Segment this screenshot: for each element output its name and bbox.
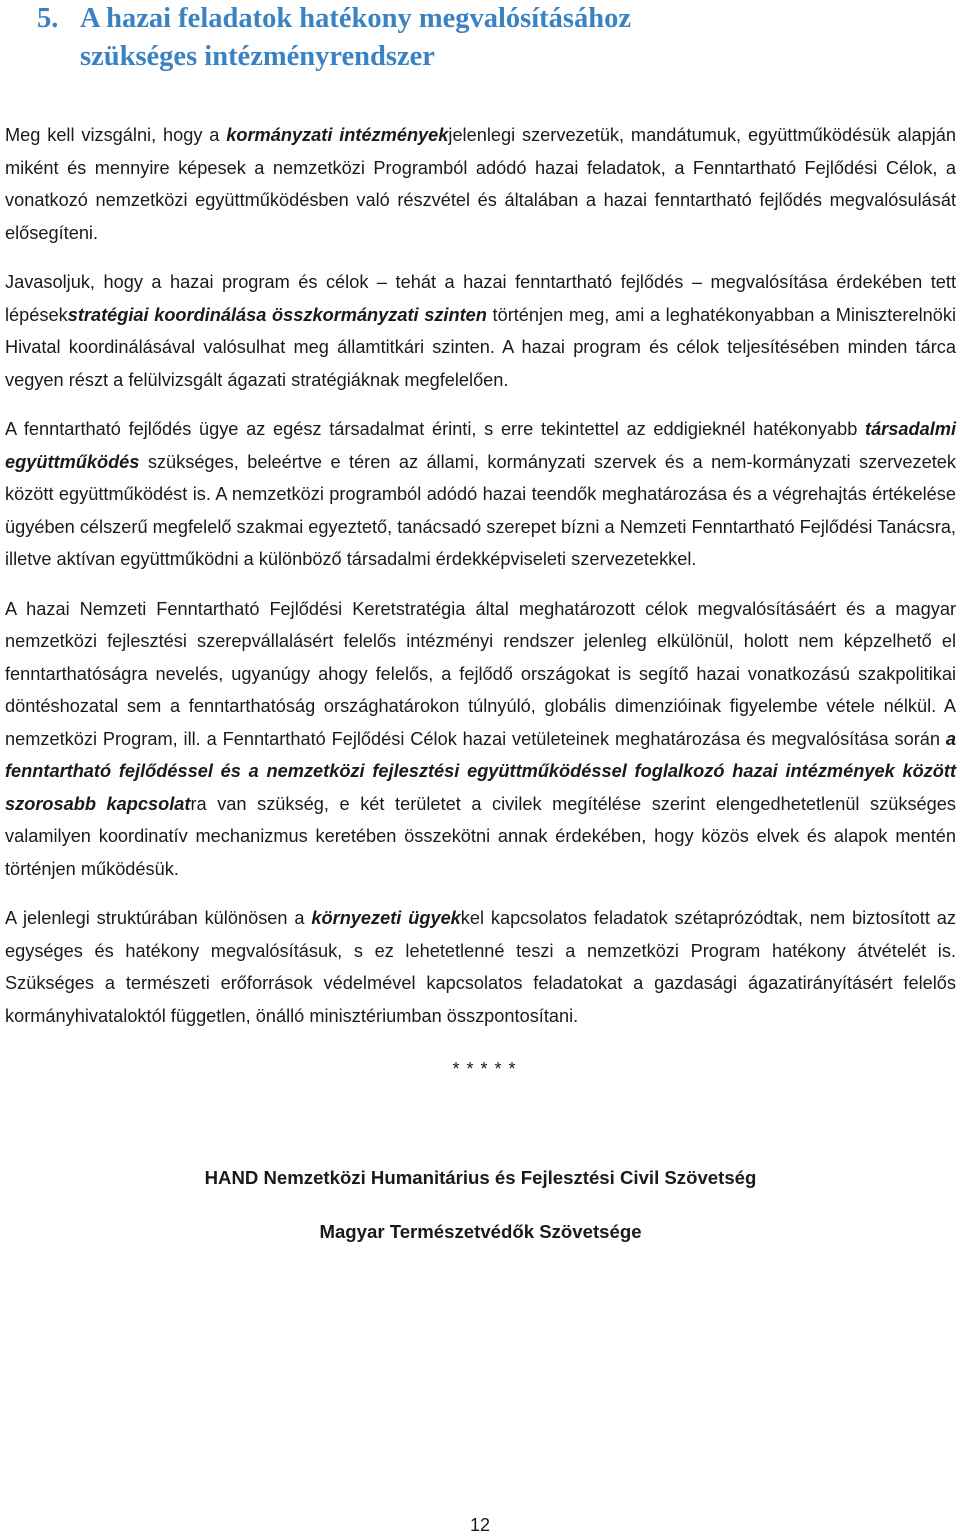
paragraph-4-emphasis: a fenntartható fejlődéssel és a nemzetközi fejlesztési együttműködéssel foglalkozó hazai intézmények között szorosabb kapcsolat: [5, 728, 956, 814]
paragraph-3: [5, 413, 956, 576]
section-title: [80, 0, 956, 76]
paragraph-4-text-b: ra van szükség, e két területet a civilek megítélése szerint elengedhetetlenül szükséges valamilyen koordinatív mechanizmus keretében összekötni annak érdekében, hogy közös elvek és alapok mentén történjen működésük.: [5, 793, 956, 879]
section-heading: [5, 0, 956, 76]
paragraph-1-text-a: Meg kell vizsgálni, hogy a: [5, 125, 227, 145]
signatory-hand: HAND Nemzetközi Humanitárius és Fejlesztési Civil Szövetség: [204, 1167, 757, 1188]
section-title-line-2: szükséges intézményrendszer: [80, 41, 435, 72]
paragraph-1: [5, 119, 956, 249]
paragraph-5-text-a: A jelenlegi struktúrában különösen a: [5, 908, 312, 928]
paragraph-2-emphasis: stratégiai koordinálása összkormányzati szinten: [67, 304, 487, 325]
paragraph-5-emphasis: környezeti ügyek: [311, 908, 461, 928]
paragraph-2-text-a: Javasoljuk, hogy a hazai program és célok – tehát a hazai fenntartható fejlődés – megvalósítása érdekében tett lépések: [5, 272, 956, 325]
paragraph-4-text-a: A hazai Nemzeti Fenntartható Fejlődési Keretstratégia által meghatározott célok megvalósításáért és a magyar nemzetközi fejlesztési szerepvállalásért felelős intézményi rendszer jelenleg elkülönül, holott nem képzelhető el fenntarthatóságra nevelés, ugyanúgy ahogy felelős, a fejlődő országokat is segítő hazai vonatkozású szakpolitikai döntéshozatal sem a fenntarthatóság országhatárokon túlnyúló, globális dimenzióinak figyelembe vétele nélkül. A nemzetközi Program, ill. a Fenntartható Fejlődési Célok hazai vetületeinek meghatározása és megvalósítása során: [5, 598, 956, 749]
paragraph-2-text-b: történjen meg, ami a leghatékonyabban a Miniszterelnöki Hivatal koordinálásával valósulhat meg államtitkári szinten. A hazai program és célok teljesítésében minden tárca vegyen részt a felülvizsgált ágazati stratégiáknak megfelelően.: [5, 304, 956, 390]
page-number: 12: [469, 1515, 491, 1535]
paragraph-1-text-b: jelenlegi szervezetük, mandátumuk, együttműködésük alapján miként és mennyire képesek a nemzetközi Programból adódó hazai feladatok, a Fenntartható Fejlődési Célok, a vonatkozó nemzetközi együttműködésben való részvétel és általában a hazai fenntartható fejlődés megvalósulását elősegíteni.: [5, 125, 957, 243]
section-separator: * * * * *: [452, 1059, 517, 1079]
section-number: 5.: [37, 3, 59, 34]
signatory-mtvsz: Magyar Természetvédők Szövetsége: [319, 1221, 642, 1242]
paragraph-3-emphasis: társadalmi együttműködés: [5, 419, 956, 472]
paragraph-3-text-b: szükséges, beleértve e téren az állami, kormányzati szervek és a nem-kormányzati szervezetek között együttműködést is. A nemzetközi programból adódó hazai teendők meghatározása és a végrehajtás értékelése ügyében célszerű megfelelő szakmai egyeztető, tanácsadó szerepet bízni a Nemzeti Fenntartható Fejlődési Tanácsra, illetve aktívan együttműködni a különböző társadalmi érdekképviseleti szervezetekkel.: [5, 451, 956, 569]
paragraph-3-text-a: A fenntartható fejlődés ügye az egész társadalmat érinti, s erre tekintettel az eddigieknél hatékonyabb: [5, 419, 866, 439]
section-title-line-1: A hazai feladatok hatékony megvalósításához: [80, 3, 632, 34]
paragraph-5-text-b: kel kapcsolatos feladatok szétaprózódtak, nem biztosított az egységes és hatékony megvalósításuk, s ez lehetetlenné teszi a nemzetközi Program hatékony átvételét is. Szükséges a természeti erőforrások védelmével kapcsolatos feladatokat a gazdasági ágazatirányításért felelős kormányhivataloktól független, önálló minisztériumban összpontosítani.: [5, 908, 956, 1026]
paragraph-2: [5, 266, 956, 396]
paragraph-5: [5, 902, 956, 1032]
paragraph-1-emphasis: kormányzati intézmények: [226, 125, 449, 145]
paragraph-4: [5, 593, 956, 886]
document-page: [5, 0, 956, 1244]
